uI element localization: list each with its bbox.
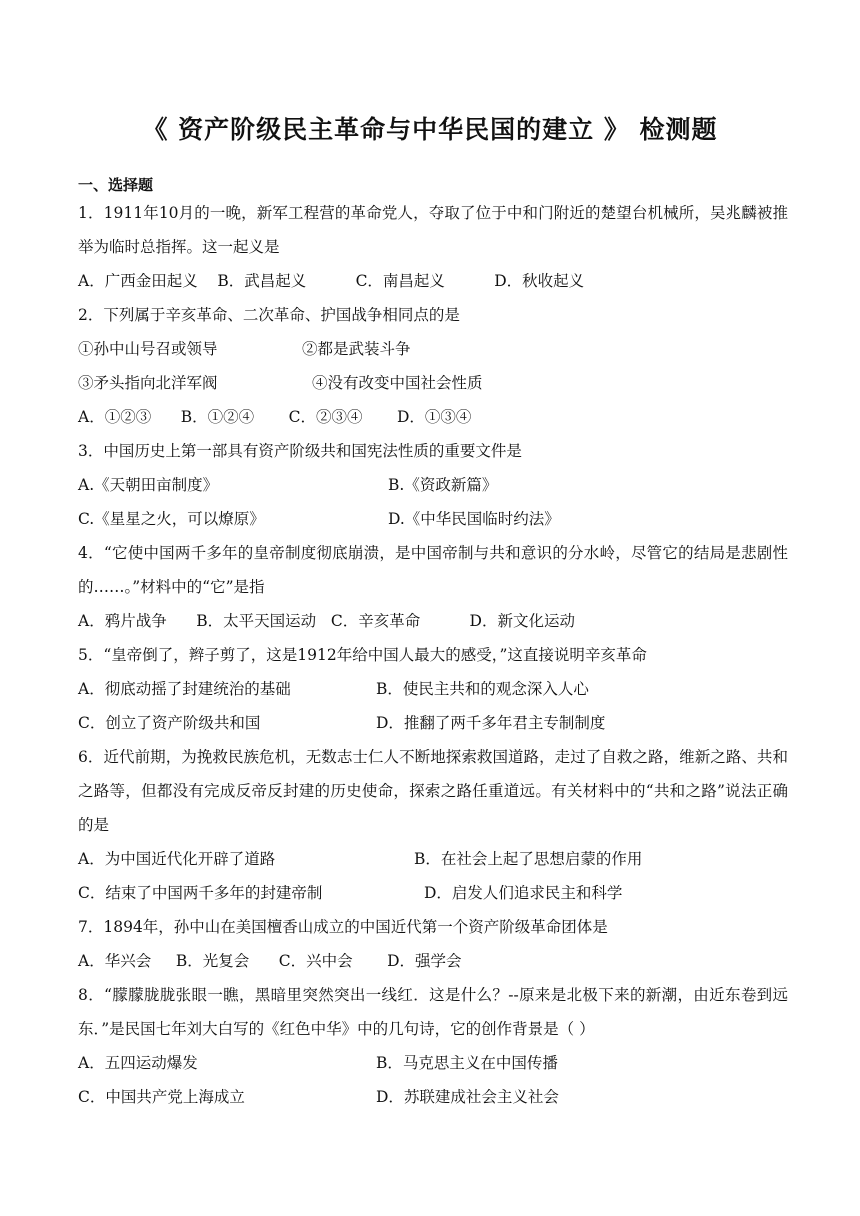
question-3-option-c: C.《星星之火，可以燎原》 (78, 510, 265, 528)
question-5-option-c: C．创立了资产阶级共和国 (78, 714, 261, 732)
question-8-option-b: B．马克思主义在中国传播 (376, 1054, 558, 1072)
question-1-stem: 1．1911年10月的一晚，新军工程营的革命党人，夺取了位于中和门附近的楚望台机械所，吴兆麟被推举为临时总指挥。这一起义是 (78, 204, 788, 256)
question-8-options-row-2 (78, 1080, 788, 1114)
document-title: 《 资产阶级民主革命与中华民国的建立 》 检测题 (142, 115, 718, 144)
question-2-stem: 2．下列属于辛亥革命、二次革命、护国战争相同点的是 (78, 306, 460, 324)
question-6-options-row-2 (78, 876, 788, 910)
question-2-item-1: ①孙中山号召或领导 (78, 340, 218, 358)
question-3-option-a: A.《天朝田亩制度》 (78, 476, 219, 494)
question-3-options-row-2 (78, 502, 788, 536)
question-5-options-row-2 (78, 706, 788, 740)
question-6-stem: 6．近代前期，为挽救民族危机，无数志士仁人不断地探索救国道路，走过了自救之路，维新之路、共和之路等，但都没有完成反帝反封建的历史使命，探索之路任重道远。有关材料中的“共和之路”说法正确的是 (78, 748, 788, 834)
question-8-option-d: D．苏联建成社会主义社会 (376, 1088, 559, 1106)
question-8-options-row-1 (78, 1046, 788, 1080)
question-7-stem: 7．1894年，孙中山在美国檀香山成立的中国近代第一个资产阶级革命团体是 (78, 918, 608, 936)
question-list (78, 196, 788, 1114)
question-6-option-c: C．结束了中国两千多年的封建帝制 (78, 884, 323, 902)
question-3-option-b: B.《资政新篇》 (388, 476, 498, 494)
question-5-option-b: B．使民主共和的观念深入人心 (376, 680, 589, 698)
question-3-stem: 3．中国历史上第一部具有资产阶级共和国宪法性质的重要文件是 (78, 442, 522, 460)
question-8-option-a: A．五四运动爆发 (78, 1054, 198, 1072)
question-8-option-c: C．中国共产党上海成立 (78, 1088, 245, 1106)
question-6-options-row-1 (78, 842, 788, 876)
section-heading: 一、选择题 (78, 176, 154, 194)
question-7-options: A．华兴会 B．光复会 C．兴中会 D．强学会 (78, 952, 462, 970)
question-3-options-row-1 (78, 468, 788, 502)
question-4-stem: 4．“它使中国两千多年的皇帝制度彻底崩溃，是中国帝制与共和意识的分水岭，尽管它的结局是悲剧性的……。”材料中的“它”是指 (78, 544, 788, 596)
question-1-options: A．广西金田起义 B．武昌起义 C．南昌起义 D．秋收起义 (78, 272, 585, 290)
question-2-item-4: ④没有改变中国社会性质 (312, 374, 483, 392)
question-6-option-a: A．为中国近代化开辟了道路 (78, 850, 276, 868)
question-5-option-d: D．推翻了两千多年君主专制制度 (376, 714, 606, 732)
question-3-option-d: D.《中华民国临时约法》 (388, 510, 560, 528)
question-5-options-row-1 (78, 672, 788, 706)
question-2-item-2: ②都是武装斗争 (302, 340, 411, 358)
question-8-stem: 8．“朦朦胧胧张眼一瞧，黑暗里突然突出一线红．这是什么？--原来是北极下来的新潮，由近东卷到远东．”是民国七年刘大白写的《红色中华》中的几句诗，它的创作背景是（ ） (78, 986, 788, 1038)
question-4-options: A．鸦片战争 B．太平天国运动 C．辛亥革命 D．新文化运动 (78, 612, 575, 630)
question-2-items-row-1 (78, 332, 788, 366)
question-5-stem: 5．“皇帝倒了，辫子剪了，这是1912年给中国人最大的感受，”这直接说明辛亥革命 (78, 646, 647, 664)
question-2-options: A．①②③ B．①②④ C．②③④ D．①③④ (78, 408, 472, 426)
question-6-option-d: D．启发人们追求民主和科学 (424, 884, 623, 902)
question-2-items-row-2 (78, 366, 788, 400)
question-6-option-b: B．在社会上起了思想启蒙的作用 (414, 850, 643, 868)
question-2-item-3: ③矛头指向北洋军阀 (78, 374, 218, 392)
question-5-option-a: A．彻底动摇了封建统治的基础 (78, 680, 291, 698)
